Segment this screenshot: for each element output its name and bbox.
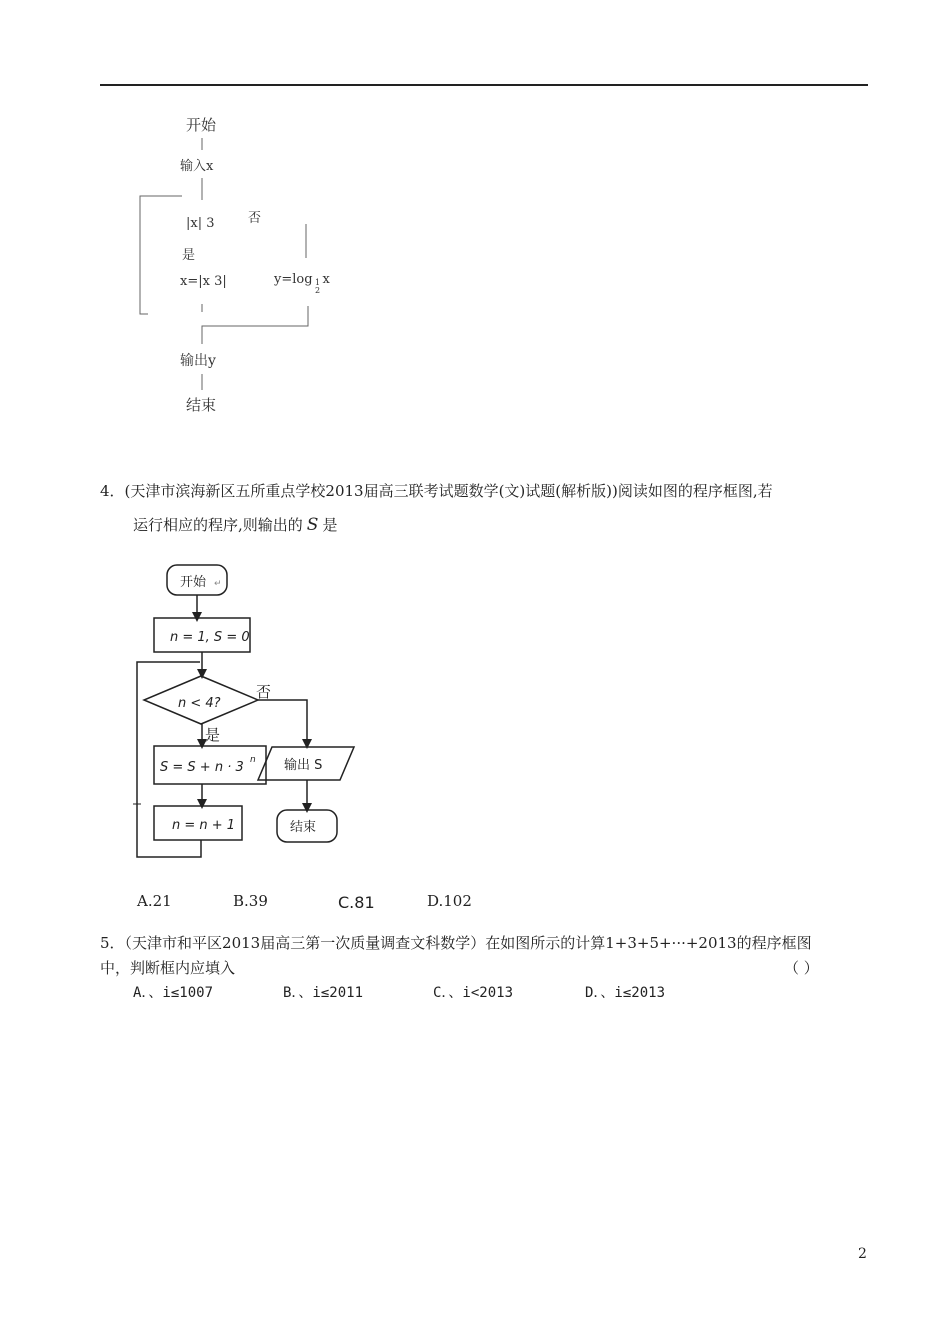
q5-option-c: C．、i<2013 <box>433 985 514 1001</box>
page-number: 2 <box>858 1246 867 1262</box>
q5-answer-paren: （ ） <box>784 959 819 977</box>
fc1-yes-label: 是 <box>182 248 196 263</box>
q5-option-d: D．、i≤2013 <box>585 985 666 1001</box>
q4-source: ．(天津市滨海新区五所重点学校2013届高三联考试题数学(文)试题(解析版))阅读如图的程序框图,若 <box>109 482 773 500</box>
fc2-no-label: 否 <box>256 683 272 701</box>
fc2-init-label: n = 1, S = 0 <box>170 630 250 645</box>
fc1-input: 输入x <box>180 159 214 174</box>
question-5-line2: 中，判断框内应填入 <box>100 959 236 977</box>
q4-option-c: C.81 <box>338 893 375 912</box>
fc2-start-label: 开始 <box>180 575 207 590</box>
fc1-start: 开始 <box>186 116 217 134</box>
fc2-end-label: 结束 <box>290 820 317 835</box>
fc1-end: 结束 <box>186 396 217 414</box>
fc1-log-text: y=log <box>274 272 313 287</box>
fc2-update-s-label: S = S + n · 3 <box>160 760 244 775</box>
fc1-assign: x=|x 3| <box>180 274 227 289</box>
fc1-log-base: 1 2 <box>315 278 321 295</box>
q4-option-d: D.102 <box>427 892 472 910</box>
fc1-log-arg: x <box>322 272 330 287</box>
q5-text: ．（天津市和平区2013届高三第一次质量调查文科数学）在如图所示的计算1+3+5+···+2013的程序框图 <box>109 934 812 952</box>
q5-option-a: A．、i≤1007 <box>133 985 214 1001</box>
fc2-output-label: 输出 S <box>284 758 323 773</box>
fc1-output: 输出y <box>180 353 216 369</box>
q5-number: 5 <box>100 934 110 952</box>
q4-option-b: B.39 <box>233 892 268 910</box>
question-4-line2: 运行相应的程序,则输出的 S 是 <box>133 515 338 535</box>
fc2-no-branch-line <box>258 700 307 744</box>
fc2-condition-label: n < 4? <box>178 696 221 711</box>
q5-option-b: B．、i≤2011 <box>283 985 364 1001</box>
question-5-line1 <box>100 932 812 953</box>
fc1-no-label: 否 <box>248 211 262 226</box>
q4-option-a: A.21 <box>137 892 172 910</box>
q4-number: 4 <box>100 482 110 500</box>
fc2-update-n-label: n = n + 1 <box>172 818 236 833</box>
q4-var-s: S <box>306 515 319 535</box>
fc2-return-mark: ↵ <box>214 579 222 589</box>
fc1-condition: |x| 3 <box>186 216 215 231</box>
fc2-yes-label: 是 <box>205 726 221 744</box>
fc2-update-s-exp: n <box>250 755 256 765</box>
